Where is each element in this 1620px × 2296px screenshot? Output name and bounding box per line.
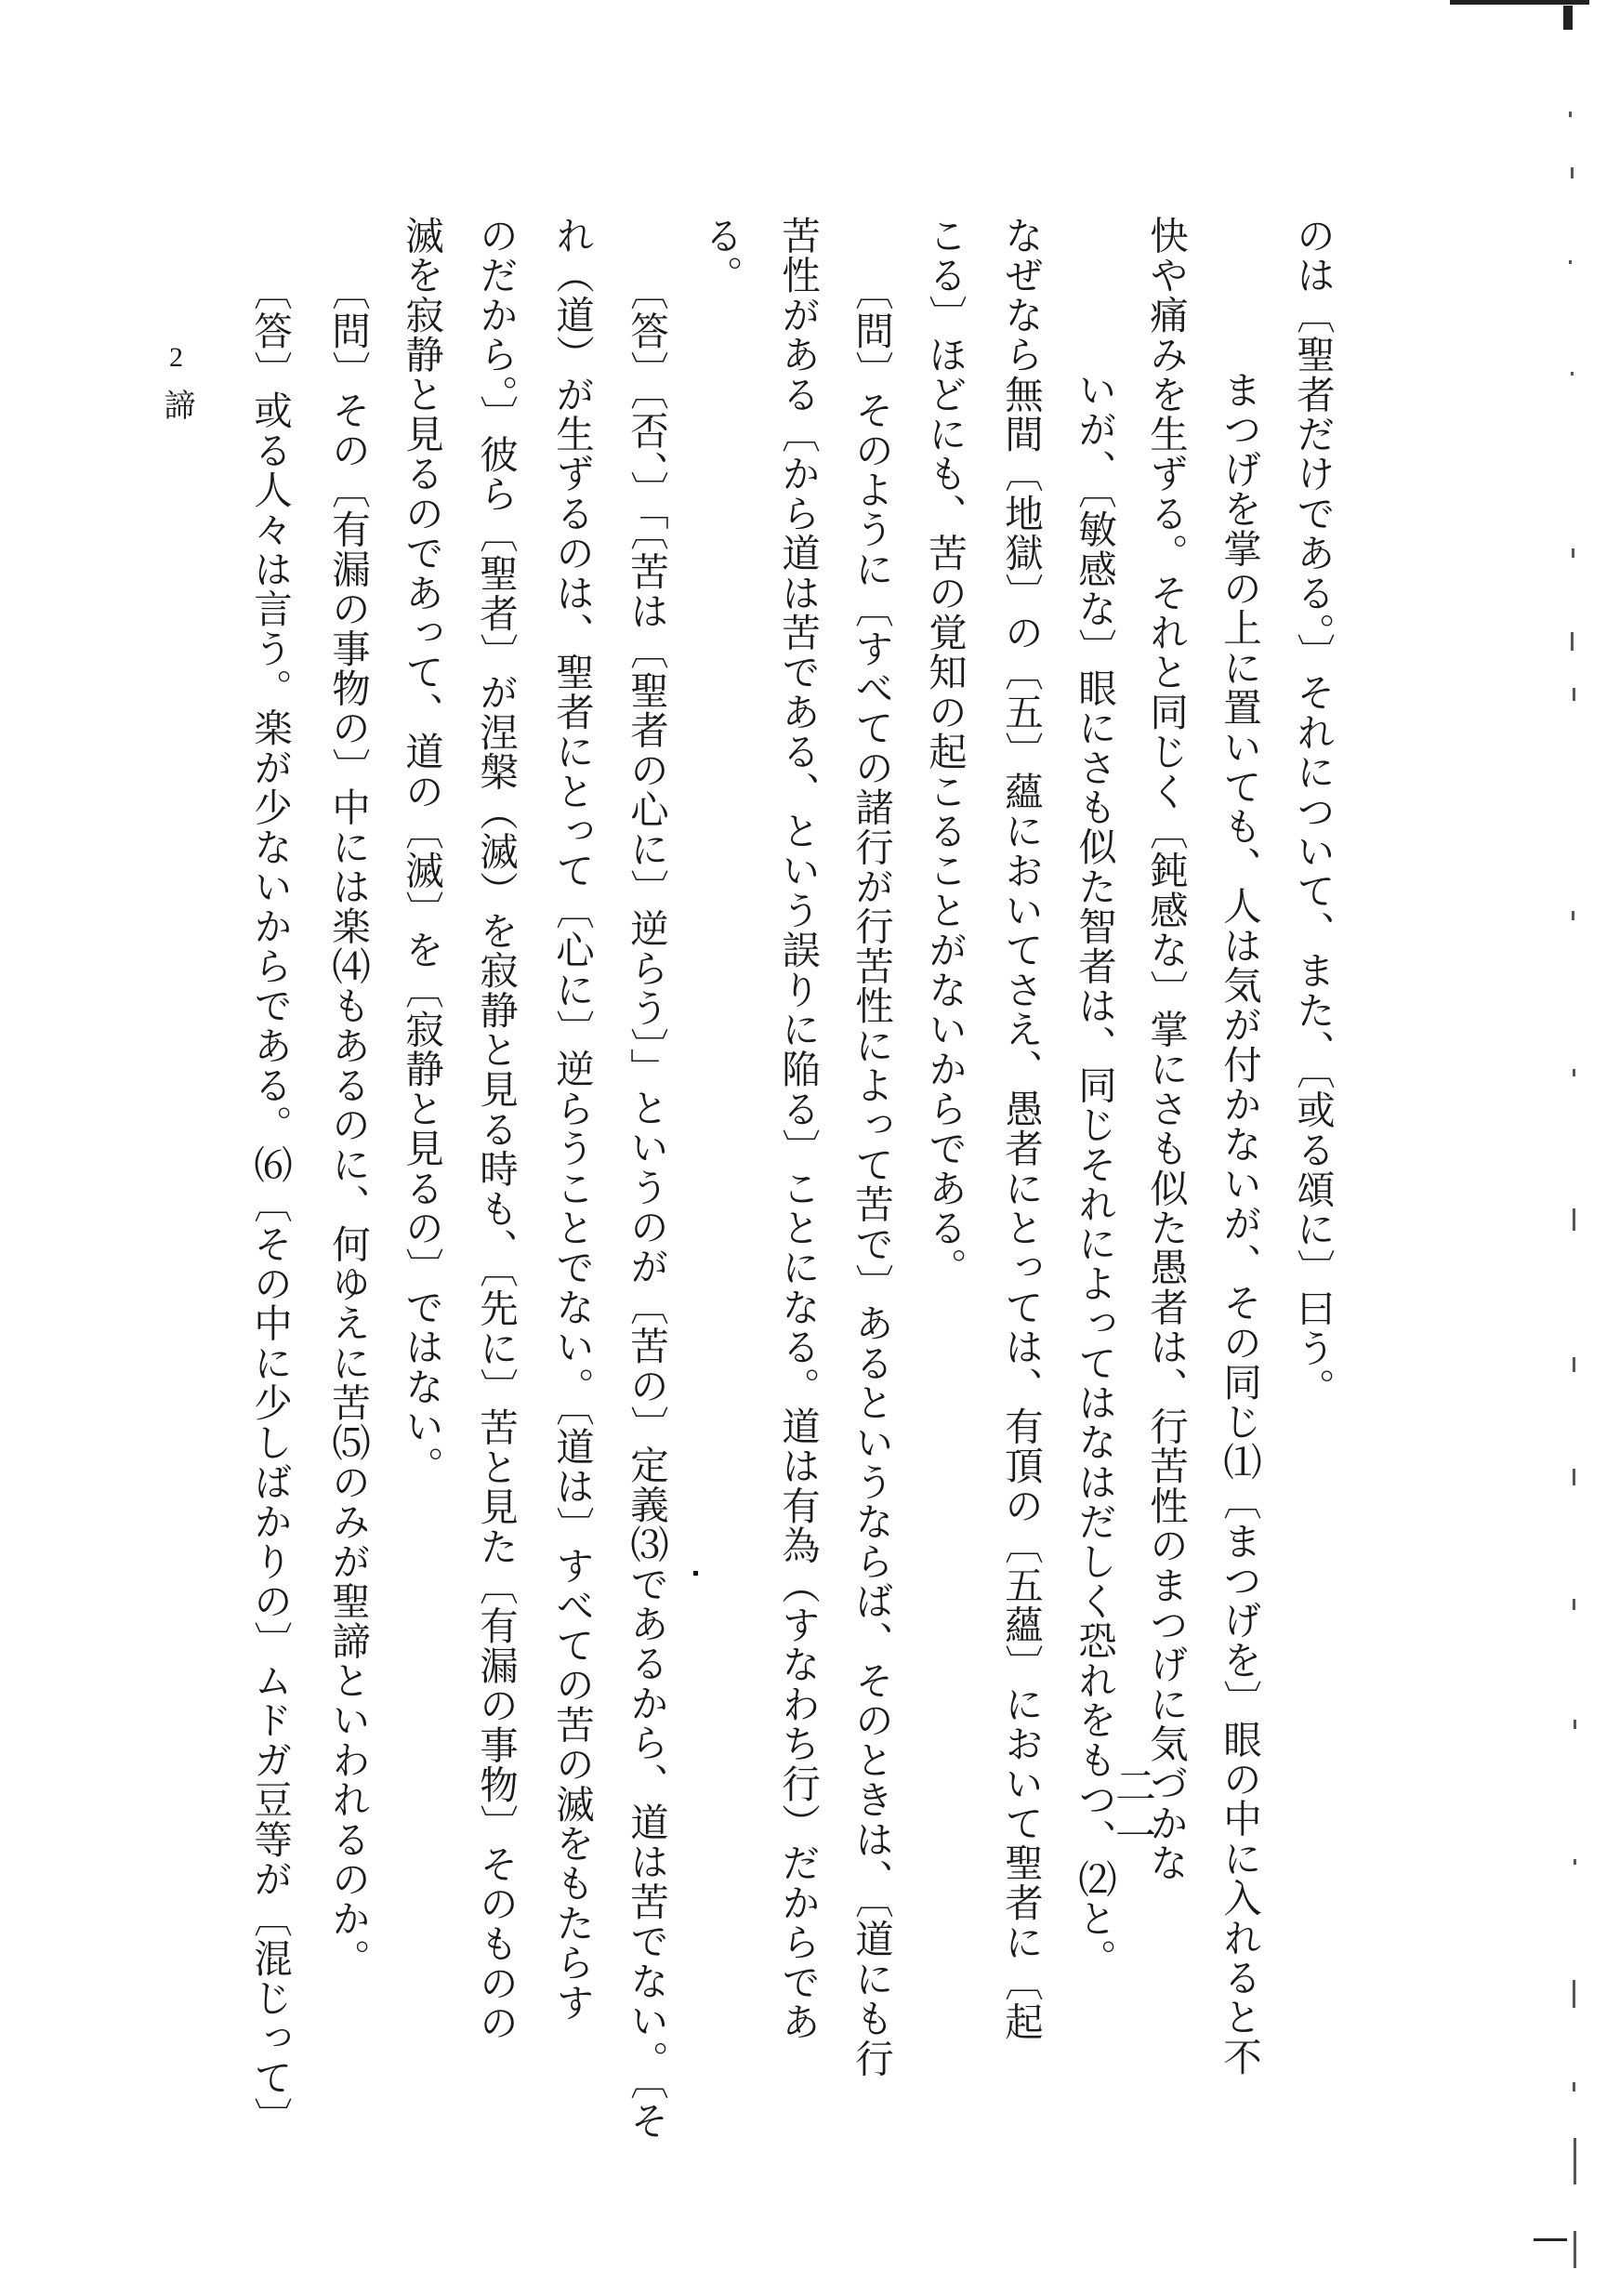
scan-dust-mark	[1574, 1720, 1576, 1729]
scan-dust-mark	[1571, 632, 1574, 651]
scan-dust-mark	[1573, 2082, 1575, 2091]
scan-dust-mark	[693, 1571, 698, 1576]
text-column-12: のだから。〕彼ら〔聖者〕が涅槃（滅）を寂静と見る時も、〔先に〕苦と見た〔有漏の事物〕そのものの	[473, 216, 519, 2043]
text-column-11: れ（道）が生ずるのは、聖者にとって〔心に〕逆らうことでない。〔道は〕すべての苦の滅をもたらす	[549, 216, 595, 2023]
scan-dust-mark	[1574, 2231, 1576, 2268]
chapter-label: 諦	[158, 389, 195, 420]
scan-dust-mark	[1573, 1357, 1575, 1372]
scan-dust-mark	[1572, 911, 1574, 920]
scan-dust-mark	[1573, 688, 1575, 701]
text-column-14: 〔問〕その〔有漏の事物の〕中には楽⑷もあるのに、何ゆえに苦⑸のみが聖諦といわれるのか。	[325, 271, 371, 1979]
page-number: 2	[169, 342, 183, 373]
scan-edge-mark	[1534, 2238, 1567, 2241]
scan-dust-mark	[1573, 1069, 1575, 1076]
scan-dust-mark	[1573, 1599, 1575, 1610]
scan-dust-mark	[1571, 372, 1574, 376]
text-column-15: 〔答〕或る人々は言う。楽が少ないからである。⑹〔その中に少しばかりの〕ムドガ豆等が〔混じって〕	[247, 271, 293, 2137]
scan-dust-mark	[1573, 1469, 1575, 1485]
scan-dust-mark	[1574, 2138, 1576, 2184]
text-column-4: いが、〔敏感な〕眼にさも似た智者は、同じそれによってはなはだしく恐れをもつ、⑵と。	[1072, 370, 1117, 1978]
scan-dust-mark	[1574, 1859, 1576, 1865]
scan-edge-mark	[1563, 6, 1573, 30]
text-column-2: まつげを掌の上に置いても、人は気が付かないが、その同じ⑴〔まつげを〕眼の中に入れると不	[1217, 370, 1262, 2078]
text-column-1: のは〔聖者だけである。〕それについて、また、〔或る頌に〕曰う。	[1290, 216, 1336, 1408]
text-column-8: 苦性がある〔から道は苦である、という誤りに陥る〕ことになる。道は有為（すなわち行）だからであ	[775, 216, 821, 2042]
folio-number: 二一	[1108, 1764, 1155, 1865]
scan-dust-mark	[1571, 167, 1574, 178]
text-column-10: 〔答〕〔否、〕「〔苦は〔聖者の心に〕逆らう〕」というのが〔苦の〕定義⑶であるから、道は苦でない。〔そ	[624, 271, 669, 2141]
scan-dust-mark	[1573, 1208, 1575, 1231]
scan-dust-mark	[1569, 112, 1572, 117]
scan-edge-mark	[1450, 0, 1589, 5]
text-column-6: こる〕ほどにも、苦の覚知の起こることがないからである。	[922, 216, 968, 1287]
text-column-7: 〔問〕そのように〔すべての諸行が行苦性によって苦で〕あるというならば、そのときは、〔道にも行	[849, 271, 894, 2078]
text-column-5: なぜなら無間〔地獄〕の〔五〕蘊においてさえ、愚者にとっては、有頂の〔五蘊〕において聖者に〔起	[998, 216, 1044, 2042]
scan-dust-mark	[1569, 260, 1572, 264]
scan-dust-mark	[1572, 548, 1574, 558]
text-column-13: 滅を寂静と見るのであって、道の〔滅〕を〔寂静と見るの〕ではない。	[399, 216, 444, 1486]
scan-dust-mark	[1573, 1980, 1575, 2008]
text-column-3: 快や痛みを生ずる。それと同じく〔鈍感な〕掌にさも似た愚者は、行苦性のまつげに気づかな	[1143, 216, 1189, 1883]
text-column-9: る。	[698, 216, 744, 296]
